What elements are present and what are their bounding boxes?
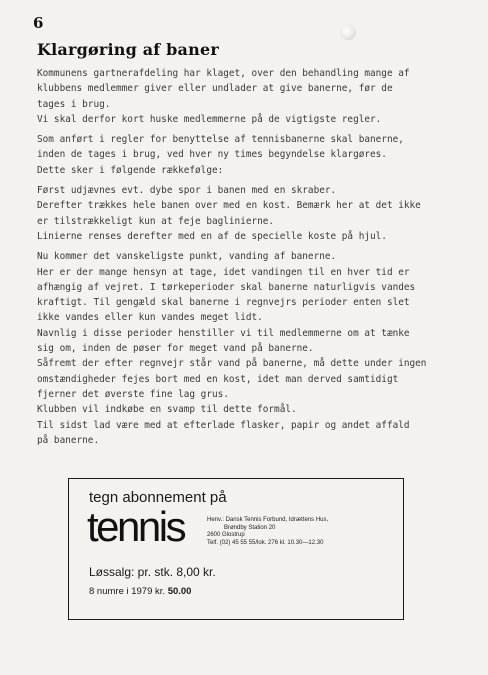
- text-line: Såfremt der efter regnvejr står vand på banerne, må dette under ingen: [37, 358, 427, 370]
- text-line: Som anført i regler for benyttelse af tennisbanerne skal banerne,: [37, 134, 404, 146]
- text-line: Vi skal derfor kort huske medlemmerne på de vigtigste regler.: [37, 113, 382, 125]
- text-line: sig om, inden de pøser for meget vand på banerne.: [37, 343, 314, 355]
- text-line: Nu kommer det vanskeligste punkt, vanding af banerne.: [37, 251, 337, 263]
- address-line: Henv.: Dansk Tennis Forbund, Idrættens Hus,: [207, 517, 329, 523]
- text-line: Linierne renses derefter med en af de specielle koste på hjul.: [37, 230, 387, 242]
- paragraph: [37, 183, 449, 244]
- ad-single-price: Løssalg: pr. stk. 8,00 kr.: [89, 565, 216, 579]
- text-line: Klubben vil indkøbe en svamp til dette formål.: [37, 404, 297, 416]
- paragraph: [37, 132, 449, 178]
- text-line: er tilstrækkeligt kun at feje baglinierne.: [37, 215, 275, 227]
- page-number: 6: [33, 14, 44, 32]
- punch-hole-mark: [340, 24, 356, 40]
- paragraph: [37, 249, 449, 448]
- subscription-advert: [68, 478, 404, 620]
- paragraph: [37, 66, 449, 127]
- text-line: Først udjævnes evt. dybe spor i banen med en skraber.: [37, 185, 337, 197]
- text-line: kraftigt. Til gengæld skal banerne i regnvejrs perioder enten slet: [37, 297, 410, 309]
- text-line: omstændigheder fejes bort med en kost, idet man derved samtidigt: [37, 373, 399, 385]
- text-line: afhængig af vejret. I tørkeperioder skal banerne naturligvis vandes: [37, 281, 416, 293]
- text-line: inden de tages i brug, ved hver ny times begyndelse klargøres.: [37, 149, 387, 161]
- issues-price: 50.00: [167, 586, 192, 597]
- text-line: Kommunens gartnerafdeling har klaget, over den behandling mange af: [37, 68, 410, 79]
- text-line: på banerne.: [37, 434, 100, 446]
- text-line: tages i brug.: [37, 98, 111, 110]
- address-line: 2600 Glostrup: [207, 532, 245, 538]
- text-line: Dette sker i følgende rækkefølge:: [37, 164, 224, 176]
- text-line: Derefter trækkes hele banen over med en kost. Bemærk her at det ikke: [37, 200, 421, 212]
- article-title: Klargøring af baner: [37, 40, 219, 59]
- text-line: Navnlig i disse perioder henstiller vi til medlemmerne om at tænke: [37, 327, 410, 339]
- text-line: klubbens medlemmer giver eller undlader at give banerne, før de: [37, 83, 393, 95]
- article-body: [37, 66, 449, 448]
- ad-headline: tegn abonnement på: [89, 489, 227, 506]
- ad-subscription-price: [89, 586, 191, 597]
- text-line: Her er der mange hensyn at tage, idet vandingen til en hver tid er: [37, 266, 410, 278]
- address-line: Telf. (02) 45 55 55/lok. 276 kl. 10.30—12.30: [207, 539, 324, 546]
- text-line: ikke vandes eller kun vandes meget lidt.: [37, 312, 263, 324]
- address-line: Brøndby Station 20: [224, 524, 276, 531]
- text-line: Til sidst lad være med at efterlade flasker, papir og andet affald: [37, 419, 410, 431]
- text-line: fjerner det øverste fine lag grus.: [37, 388, 229, 400]
- ad-contact-address: [207, 517, 328, 547]
- issues-text: 8 numre i 1979 kr.: [89, 586, 168, 597]
- tennis-magazine-logo: tennis: [87, 503, 185, 550]
